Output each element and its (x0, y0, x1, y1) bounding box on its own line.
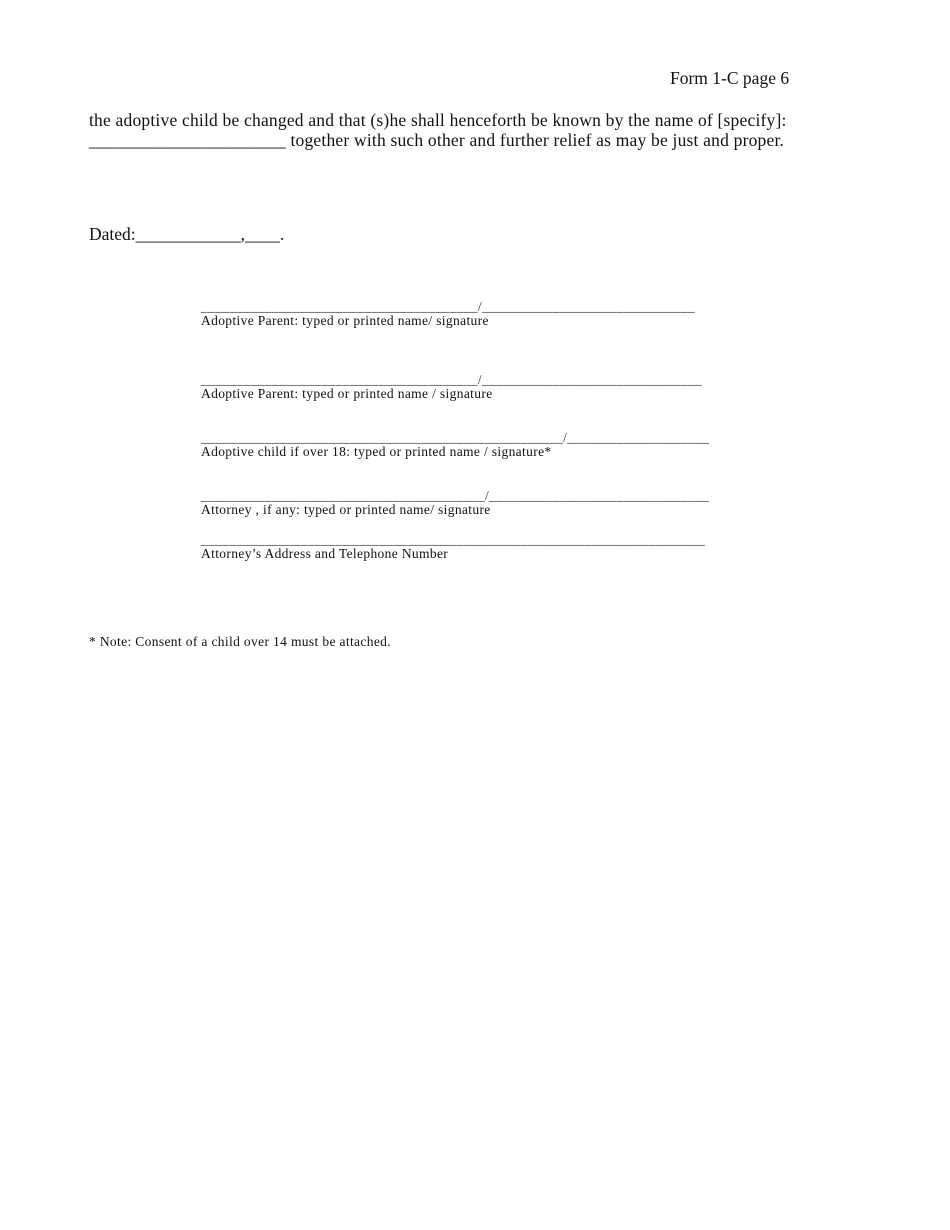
page-header: Form 1-C page 6 (670, 68, 790, 88)
signature-line[interactable]: _______________________________________/_______________________________ (201, 372, 703, 387)
signature-caption: Adoptive child if over 18: typed or printed name / signature* (201, 444, 552, 459)
dated-line: Dated:____________,____. (89, 224, 285, 244)
footnote: * Note: Consent of a child over 14 must be attached. (89, 634, 392, 649)
signature-block-attorney (201, 488, 709, 517)
signature-block-adoptive-child (201, 430, 709, 459)
address-caption: Attorney’s Address and Telephone Number (201, 546, 449, 561)
signature-caption: Adoptive Parent: typed or printed name/ signature (201, 313, 489, 328)
relief-line-2: ______________________ together with such other and further relief as may be just and proper. (89, 130, 785, 150)
signature-line[interactable]: ________________________________________/_______________________________ (201, 488, 710, 503)
relief-paragraph (89, 110, 879, 150)
signature-block-adoptive-parent-1 (201, 299, 695, 328)
signature-line[interactable]: ___________________________________________________/____________________ (201, 430, 710, 445)
signature-caption: Adoptive Parent: typed or printed name / signature (201, 386, 493, 401)
address-line[interactable]: _______________________________________________________________________ (201, 532, 706, 547)
signature-block-adoptive-parent-2 (201, 372, 702, 401)
attorney-address-block (201, 532, 705, 561)
signature-caption: Attorney , if any: typed or printed name/ signature (201, 502, 491, 517)
relief-line-1: the adoptive child be changed and that (s)he shall henceforth be known by the name of [specify]: (89, 110, 787, 130)
signature-line[interactable]: _______________________________________/______________________________ (201, 299, 696, 314)
